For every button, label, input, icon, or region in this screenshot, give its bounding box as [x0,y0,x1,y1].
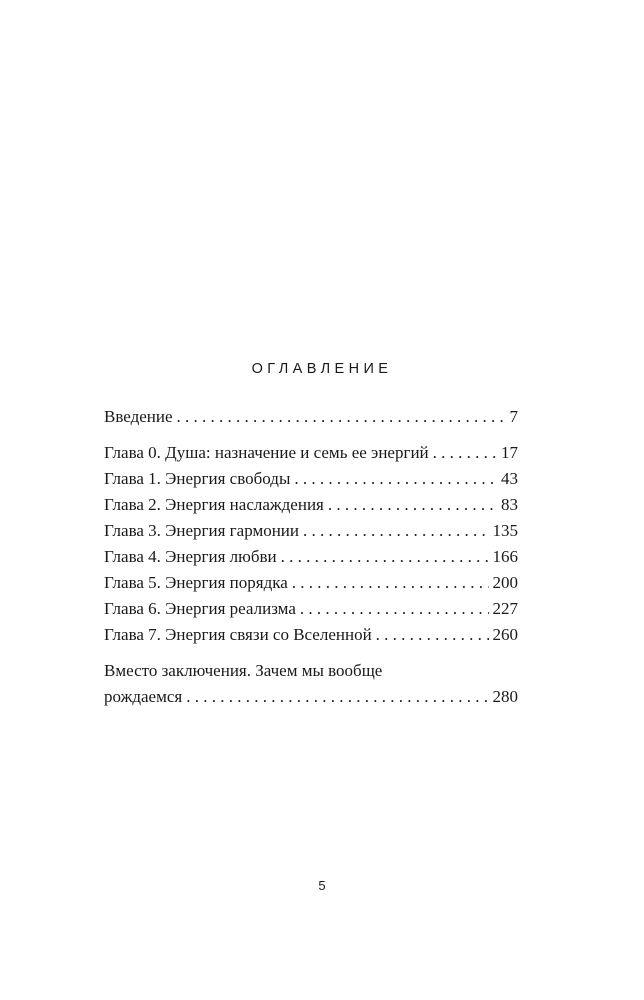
toc-entry-title: Глава 6. Энергия реализма [104,599,296,618]
toc-entry-chapter-5[interactable] [104,570,518,596]
toc-entry-title-line-2: рождаемся [104,687,183,706]
toc-entry-title: Глава 1. Энергия свободы [104,469,291,488]
toc-entry-title: Глава 5. Энергия порядка [104,573,288,592]
toc-entry-page: 166 [492,547,518,566]
toc-entry-chapter-2[interactable] [104,492,518,518]
group-spacer [104,648,518,658]
group-spacer [104,430,518,440]
toc-entry-page: 17 [501,443,518,462]
dot-leader [281,544,489,570]
toc-entry-title: Глава 7. Энергия связи со Вселенной [104,625,372,644]
toc-entry-page: 135 [492,521,518,540]
toc-entry-chapter-7[interactable] [104,622,518,648]
dot-leader [303,518,489,544]
toc-entry-title: Глава 2. Энергия наслаждения [104,495,324,514]
toc-entry-title: Глава 0. Душа: назначение и семь ее энергий [104,443,429,462]
toc-entry-page: 280 [492,687,518,706]
table-of-contents [104,404,518,710]
toc-entry-page: 200 [492,573,518,592]
toc-entry-chapter-0[interactable] [104,440,518,466]
dot-leader [376,622,489,648]
toc-entry-title: Глава 3. Энергия гармонии [104,521,299,540]
toc-entry-page: 227 [492,599,518,618]
toc-entry-chapter-6[interactable] [104,596,518,622]
toc-entry-chapter-1[interactable] [104,466,518,492]
page-number: 5 [318,878,326,893]
dot-leader [300,596,489,622]
dot-leader [328,492,497,518]
dot-leader [186,684,488,710]
toc-entry-conclusion[interactable] [104,658,518,710]
dot-leader [177,404,506,430]
dot-leader [433,440,497,466]
toc-entry-chapter-3[interactable] [104,518,518,544]
toc-heading: ОГЛАВЛЕНИЕ [251,361,393,377]
toc-entry-title-line-1: Вместо заключения. Зачем мы вообще [104,661,383,680]
toc-entry-page: 43 [501,469,518,488]
dot-leader [294,466,497,492]
toc-entry-page: 83 [501,495,518,514]
toc-entry-page: 7 [509,407,518,426]
dot-leader [292,570,489,596]
toc-entry-title-line-2-row [104,684,518,710]
toc-entry-chapter-4[interactable] [104,544,518,570]
toc-entry-title: Введение [104,407,173,426]
toc-entry-title: Глава 4. Энергия любви [104,547,277,566]
toc-entry-intro[interactable] [104,404,518,430]
toc-entry-page: 260 [492,625,518,644]
